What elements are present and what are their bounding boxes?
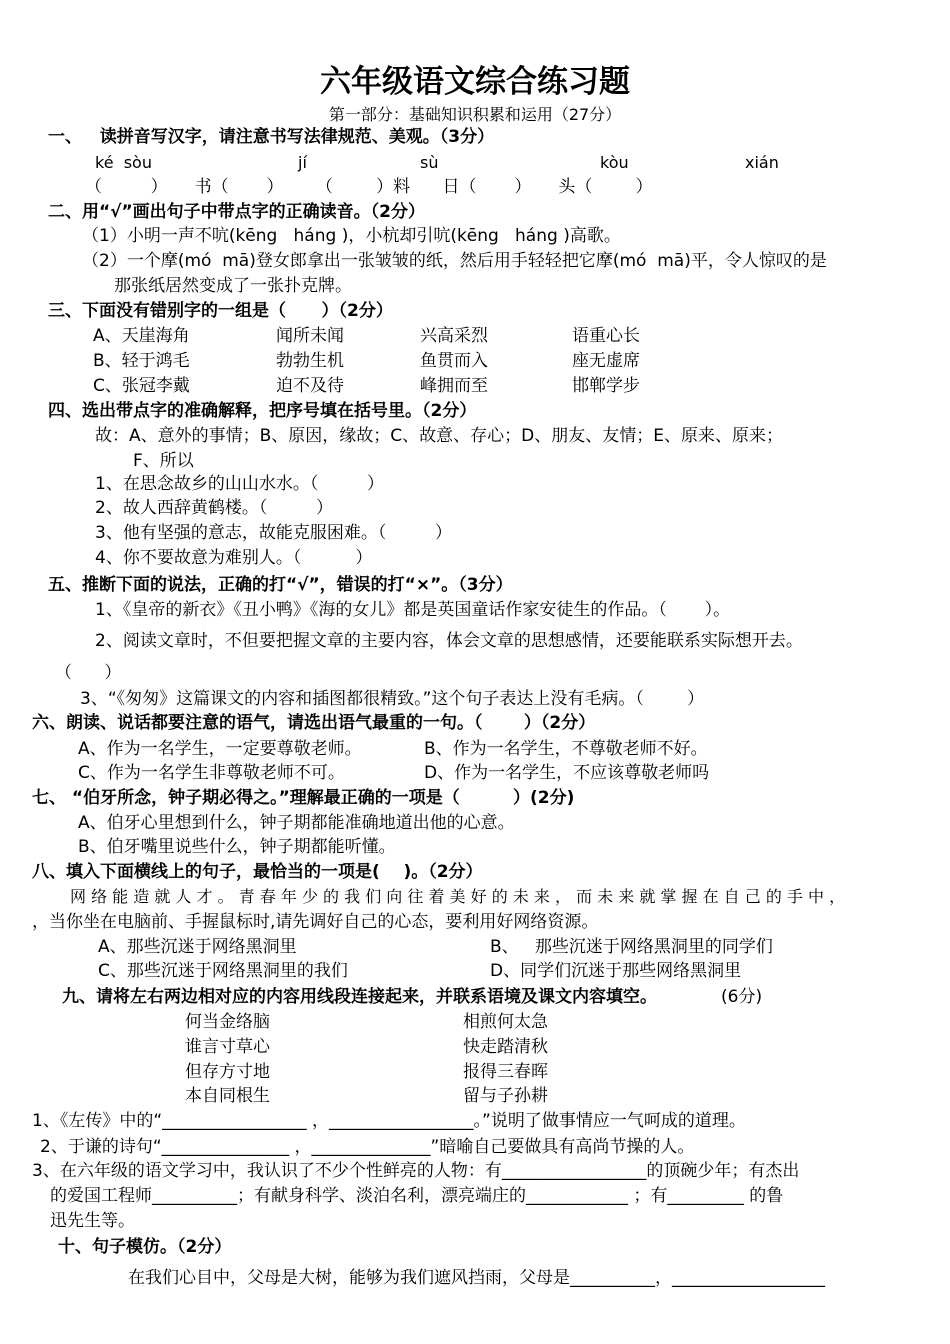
q4-options: 故：A、意外的事情；B、原因，缘故；C、故意、存心；D、朋友、友情；E、原来、原来； xyxy=(95,426,783,446)
q6-option: B、作为一名学生，不尊敬老师不好。 xyxy=(424,739,708,759)
q8-passage: 网 络 能 造 就 人 才 。 青 春 年 少 的 我 们 向 往 着 美 好 的 未 来 ， 而 未 来 就 掌 握 在 自 己 的 手 中 ， xyxy=(70,887,846,906)
q6-heading: 六、朗读、说话都要注意的语气，请选出语气最重的一句。（ ）（2分） xyxy=(32,713,596,733)
q2-line: 那张纸居然变成了一张扑克牌。 xyxy=(114,276,352,296)
q5-heading: 五、推断下面的说法，正确的打“√”，错误的打“×”。（3分） xyxy=(48,575,513,595)
q8-heading: 八、填入下面横线上的句子，最恰当的一项是( )。（2分） xyxy=(32,862,483,882)
q9-left-item: 但存方寸地 xyxy=(185,1062,270,1082)
q9-fill-line: 迅先生等。 xyxy=(50,1211,135,1231)
q1-blanks: （ ） 书（ ） （ ）料 日（ ） 头（ ） xyxy=(85,177,653,197)
q8-option: A、那些沉迷于网络黑洞里 xyxy=(98,937,297,957)
q3-option: A、天崖海角 xyxy=(93,326,190,346)
q1-pinyin: jí xyxy=(298,153,307,172)
q4-item: 1、在思念故乡的山山水水。（ ） xyxy=(95,474,384,494)
q2-line: （2）一个摩(mó mā)登女郎拿出一张皱皱的纸，然后用手轻轻把它摩(mó mā)平，令人惊叹的是 xyxy=(82,251,827,271)
q8-passage: ，当你坐在电脑前、手握鼠标时,请先调好自己的心态，要利用好网络资源。 xyxy=(32,912,599,932)
q9-fill-line: 的爱国工程师__________；有献身科学、淡泊名利，漂亮端庄的____________ ；有_________ 的鲁 xyxy=(50,1186,784,1206)
q5-item: 1、《皇帝的新衣》《丑小鸭》《海的女儿》都是英国童话作家安徒生的作品。（ ）。 xyxy=(95,600,731,620)
q9-right-item: 快走踏清秋 xyxy=(463,1037,548,1057)
q8-option: C、那些沉迷于网络黑洞里的我们 xyxy=(98,961,348,981)
section-subtitle: 第一部分：基础知识积累和运用（27分） xyxy=(328,105,622,124)
q3-option: 兴高采烈 xyxy=(420,326,488,346)
q9-heading: 九、请将左右两边相对应的内容用线段连接起来，并联系语境及课文内容填空。 xyxy=(62,987,657,1007)
q5-item: （ ） xyxy=(55,663,122,683)
q4-item: 4、你不要故意为难别人。（ ） xyxy=(95,548,373,568)
q3-option: 语重心长 xyxy=(572,326,640,346)
q3-heading: 三、下面没有错别字的一组是（ ）（2分） xyxy=(48,301,393,321)
q3-option: B、轻于鸿毛 xyxy=(93,351,190,371)
q9-right-item: 相煎何太急 xyxy=(463,1012,548,1032)
q9-right-item: 报得三春晖 xyxy=(463,1062,548,1082)
q7-heading: 七、 “伯牙所念，钟子期必得之。”理解最正确的一项是（ ）(2分) xyxy=(32,788,575,808)
q1-heading: 一、 读拼音写汉字，请注意书写法律规范、美观。（3分） xyxy=(48,127,495,147)
q9-left-item: 何当金络脑 xyxy=(185,1012,270,1032)
q3-option: C、张冠李戴 xyxy=(93,376,190,396)
q7-option: B、伯牙嘴里说些什么，钟子期都能听懂。 xyxy=(78,837,396,857)
q1-pinyin: sù xyxy=(420,153,439,172)
q5-item: 2、阅读文章时，不但要把握文章的主要内容，体会文章的思想感情，还要能联系实际想开去。 xyxy=(95,631,803,651)
q6-option: A、作为一名学生，一定要尊敬老师。 xyxy=(78,739,362,759)
q4-item: 3、他有坚强的意志，故能克服困难。（ ） xyxy=(95,523,452,543)
q6-option: C、作为一名学生非尊敬老师不可。 xyxy=(78,763,345,783)
q8-option: B、 那些沉迷于网络黑洞里的同学们 xyxy=(490,937,773,957)
q1-pinyin: ké sòu xyxy=(95,153,152,172)
q3-option: 迫不及待 xyxy=(276,376,344,396)
q8-option: D、同学们沉迷于那些网络黑洞里 xyxy=(490,961,742,981)
page-title: 六年级语文综合练习题 xyxy=(320,64,630,100)
q9-right-item: 留与子孙耕 xyxy=(463,1086,548,1106)
q10-line: 在我们心目中，父母是大树，能够为我们遮风挡雨，父母是__________，__________________ xyxy=(128,1268,825,1288)
q9-score: (6分) xyxy=(721,987,763,1007)
q10-heading: 十、句子模仿。（2分） xyxy=(58,1237,232,1257)
q3-option: 峰拥而至 xyxy=(420,376,488,396)
q3-option: 闻所未闻 xyxy=(276,326,344,346)
q9-fill-line: 1、《左传》中的“_________________ ，_________________。”说明了做事情应一气呵成的道理。 xyxy=(32,1111,746,1131)
q5-item: 3、“《匆匆》这篇课文的内容和插图都很精致。”这个句子表达上没有毛病。（ ） xyxy=(80,689,705,709)
q7-option: A、伯牙心里想到什么，钟子期都能准确地道出他的心意。 xyxy=(78,813,515,833)
q9-left-item: 谁言寸草心 xyxy=(185,1037,270,1057)
q3-option: 座无虚席 xyxy=(572,351,640,371)
q9-fill-line: 2、于谦的诗句“_______________ ，______________”暗喻自己要做具有高尚节操的人。 xyxy=(40,1137,695,1157)
q4-options: F、所以 xyxy=(133,451,194,471)
q4-heading: 四、选出带点字的准确解释，把序号填在括号里。（2分） xyxy=(48,401,477,421)
q6-option: D、作为一名学生，不应该尊敬老师吗 xyxy=(424,763,710,783)
q3-option: 鱼贯而入 xyxy=(420,351,488,371)
q2-line: （1）小明一声不吭(kēng háng )，小杭却引吭(kēng háng )高歌。 xyxy=(82,226,621,246)
q2-heading: 二、用“√”画出句子中带点字的正确读音。（2分） xyxy=(48,202,426,222)
q9-left-item: 本自同根生 xyxy=(185,1086,270,1106)
q3-option: 邯郸学步 xyxy=(572,376,640,396)
q1-pinyin: kòu xyxy=(600,153,629,172)
q1-pinyin: xián xyxy=(745,153,779,172)
q3-option: 勃勃生机 xyxy=(276,351,344,371)
q4-item: 2、故人西辞黄鹤楼。（ ） xyxy=(95,498,333,518)
q9-fill-line: 3、在六年级的语文学习中，我认识了不少个性鲜亮的人物：有_________________的顶碗少年；有杰出 xyxy=(32,1161,800,1181)
